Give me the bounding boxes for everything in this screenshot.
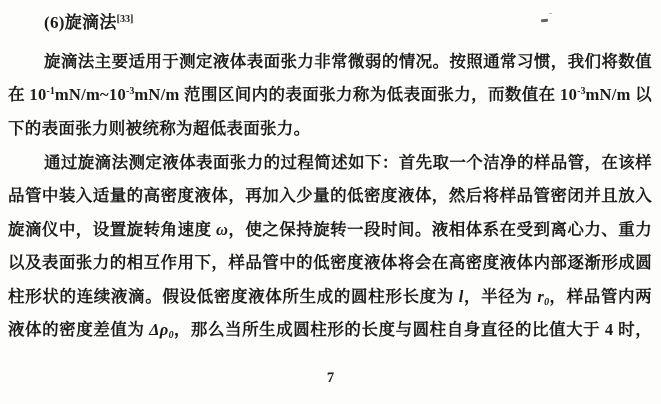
text-line [8, 280, 652, 313]
text-segment: ，那么当所生成圆柱形的长度与圆柱自身直径的比值大于 4 时， [173, 319, 653, 339]
math-symbol: Δρ [149, 319, 169, 339]
math-symbol: 0 [168, 329, 174, 341]
text-segment: 以及表面张力的相互作用下，样品管中的低密度液体将会在高密度液体内部逐渐形成圆 [8, 253, 652, 273]
text-segment: ，样品管内两 [549, 286, 652, 306]
text-line [8, 313, 652, 346]
text-line [8, 45, 652, 78]
text-line [8, 246, 652, 279]
text-segment: 柱形状的连续液滴。假设低密度液体所生成的圆柱形长度为 [8, 286, 459, 306]
text-line [8, 112, 652, 145]
section-heading [8, 6, 652, 39]
math-symbol: l [458, 286, 464, 306]
text-segment: mN/m~10 [54, 85, 127, 105]
page-number: 7 [326, 370, 335, 386]
text-segment: 品管中装入适量的高密度液体，再加入少量的低密度液体，然后将样品管密闭并且放入 [8, 186, 652, 206]
math-symbol: -3 [126, 86, 135, 98]
math-symbol: r [537, 286, 545, 306]
paragraph-low-tension-definition [8, 45, 652, 145]
math-symbol: 0 [544, 296, 550, 308]
text-segment: 液体的密度差值为 [8, 319, 150, 339]
section-heading-line [8, 6, 652, 39]
citation-superscript: [33] [116, 14, 134, 25]
text-segment: 旋滴仪中，设置旋转角速度 [8, 219, 216, 239]
text-segment: 通过旋滴法测定液体表面张力的过程简述如下：首先取一个洁净的样品管，在该样 [44, 153, 652, 172]
section-heading-text: (6)旋滴法 [44, 13, 117, 32]
text-segment: ，使之保持旋转一段时间。液相体系在受到离心力、重力 [228, 219, 653, 239]
paragraph-spinning-drop-procedure [8, 146, 652, 346]
text-segment: 在 10 [8, 85, 47, 105]
text-segment: 旋滴法主要适用于测定液体表面张力非常微弱的情况。按照通常习惯，我们将数值 [44, 52, 652, 71]
text-segment: ，半径为 [463, 286, 538, 306]
scan-ink-speck [549, 13, 552, 14]
text-line [8, 213, 652, 246]
math-symbol: ω [216, 219, 229, 239]
text-segment: 下的表面张力则被统称为超低表面张力。 [8, 118, 311, 138]
text-line [8, 179, 652, 212]
text-segment: mN/m 范围区间内的表面张力称为低表面张力，而数值在 10 [134, 85, 578, 105]
math-symbol: -3 [577, 86, 586, 98]
text-line [8, 78, 652, 111]
math-symbol: -1 [46, 86, 55, 98]
text-line [8, 146, 652, 179]
text-segment: mN/m 以 [585, 85, 652, 105]
